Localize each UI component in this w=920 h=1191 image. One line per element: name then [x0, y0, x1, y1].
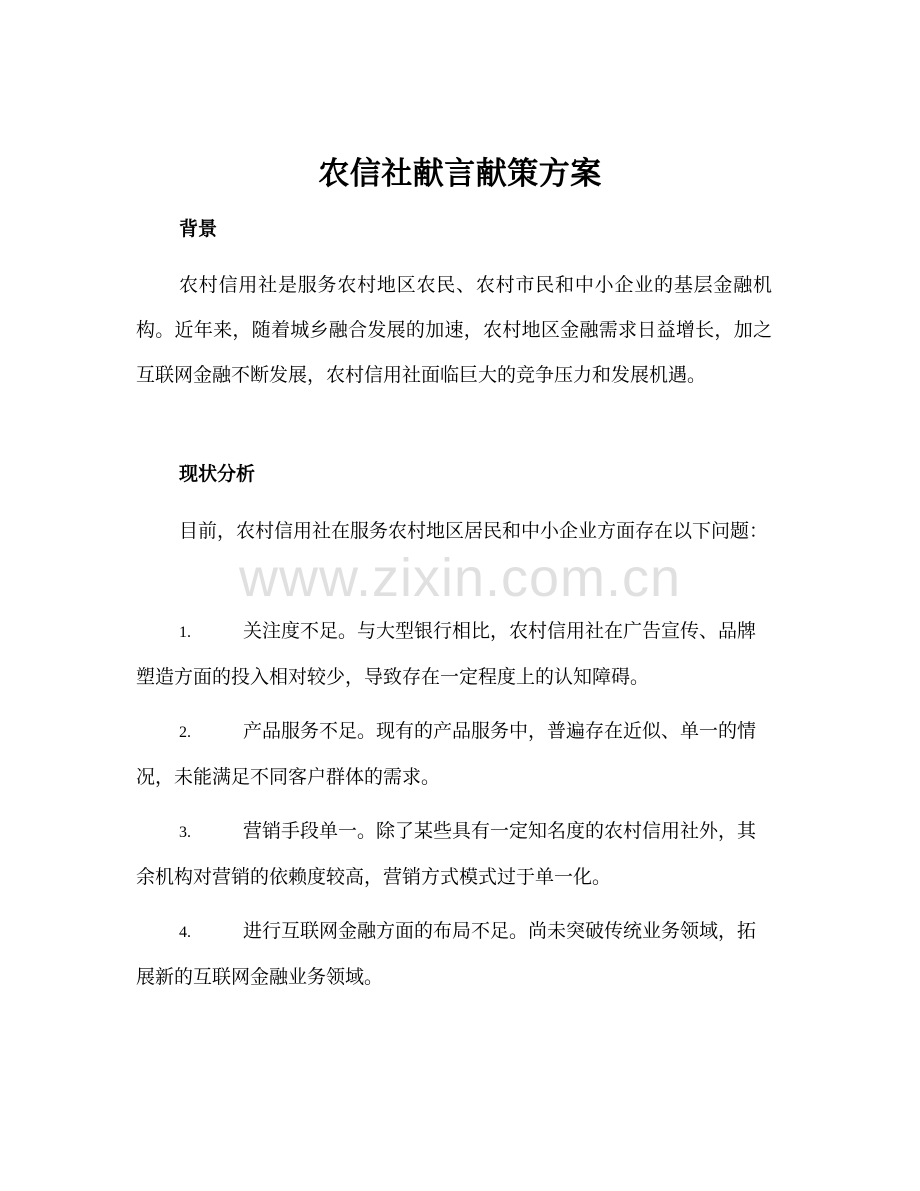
- list-item-text: 产品服务不足。现有的产品服务中，普遍存在近似、单一的情况，未能满足不同客户群体的需求。: [136, 720, 757, 788]
- list-item-number: 1.: [179, 624, 191, 641]
- list-item-text: 进行互联网金融方面的布局不足。尚未突破传统业务领域，拓展新的互联网金融业务领域。: [136, 920, 757, 988]
- list-item-number: 2.: [179, 724, 191, 741]
- list-item-number: 4.: [179, 924, 191, 941]
- status-paragraph: 目前，农村信用社在服务农村地区居民和中小企业方面存在以下问题：: [179, 520, 769, 542]
- list-item-number: 3.: [179, 824, 191, 841]
- list-item: [136, 709, 772, 800]
- section-heading-status: 现状分析: [179, 463, 256, 485]
- watermark: www.zixin.com.cn: [238, 548, 682, 608]
- list-item: [136, 609, 772, 700]
- list-item: [136, 809, 772, 900]
- section-heading-background: 背景: [179, 218, 218, 240]
- document-title: 农信社献言献策方案: [318, 156, 602, 192]
- list-item-text: 关注度不足。与大型银行相比，农村信用社在广告宣传、品牌塑造方面的投入相对较少，导致存在一定程度上的认知障碍。: [136, 620, 757, 688]
- list-item-text: 营销手段单一。除了某些具有一定知名度的农村信用社外，其余机构对营销的依赖度较高，营销方式模式过于单一化。: [136, 820, 757, 888]
- background-paragraph: 农村信用社是服务农村地区农民、农村市民和中小企业的基层金融机构。近年来，随着城乡融合发展的加速，农村地区金融需求日益增长，加之互联网金融不断发展，农村信用社面临巨大的竞争压力和发展机遇。: [136, 274, 772, 386]
- list-item: [136, 909, 772, 1000]
